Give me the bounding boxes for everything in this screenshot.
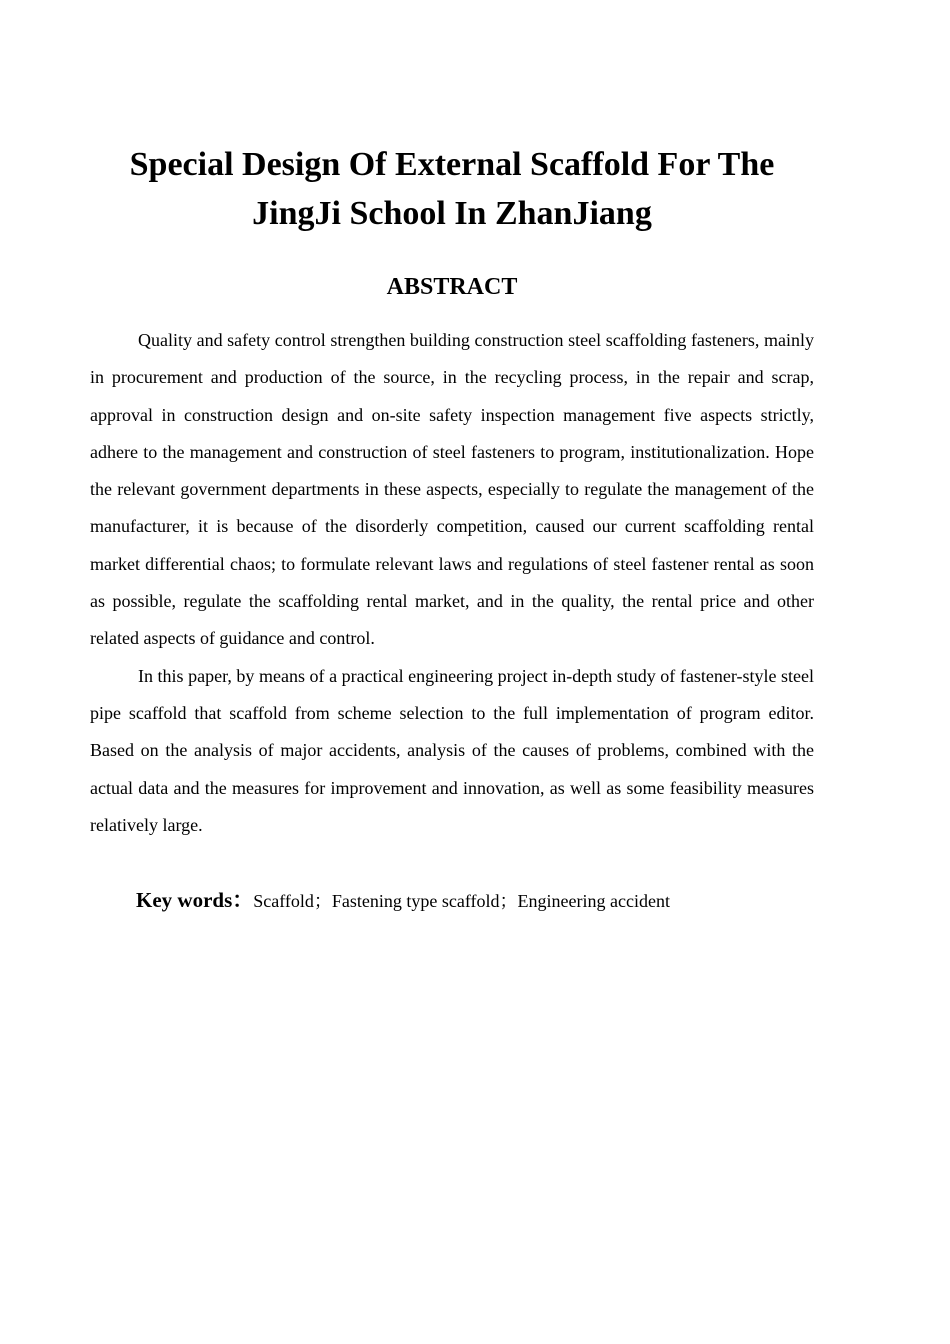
abstract-body (90, 322, 814, 844)
keywords-list: Scaffold；Fastening type scaffold；Engineering accident (253, 891, 670, 911)
abstract-paragraph-2: In this paper, by means of a practical engineering project in-depth study of fastener-style steel pipe scaffold that scaffold from scheme selection to the full implementation of program editor. Based on the analysis of major accidents, analysis of the causes of problems, combined with the actual data and the measures for improvement and innovation, as well as some feasibility measures relatively large. (90, 665, 814, 835)
paper-title (90, 140, 814, 238)
keywords-label: Key words： (136, 888, 254, 912)
paper-title-line-2: JingJi School In ZhanJiang (252, 195, 652, 232)
keywords-line (136, 882, 670, 920)
paper-title-line-1: Special Design Of External Scaffold For The (129, 146, 775, 183)
abstract-paragraph-1: Quality and safety control strengthen building construction steel scaffolding fasteners, mainly in procurement and production of the source, in the recycling process, in the repair and scrap, approval in construction design and on-site safety inspection management five aspects strictly, adhere to the management and construction of steel fasteners to program, institutionalization. Hope the relevant government departments in these aspects, especially to regulate the management of the manufacturer, it is because of the disorderly competition, caused our current scaffolding rental market differential chaos; to formulate relevant laws and regulations of steel fastener rental as soon as possible, regulate the scaffolding rental market, and in the quality, the rental price and other related aspects of guidance and control. (90, 330, 814, 649)
abstract-heading: ABSTRACT (386, 274, 518, 300)
